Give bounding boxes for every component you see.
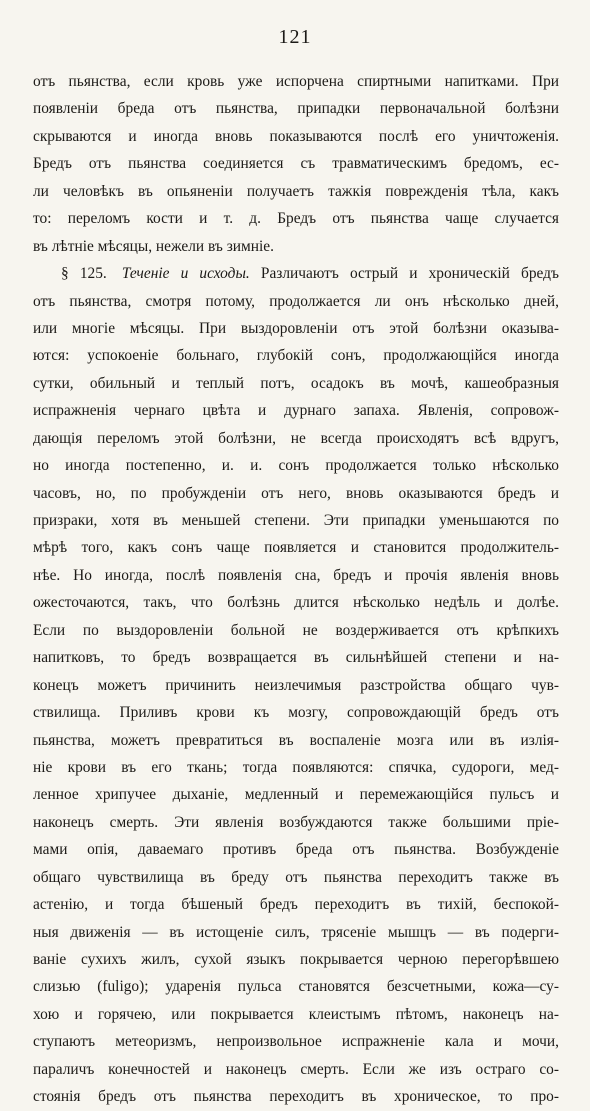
body-text [33,68,559,1111]
text-line: параличъ конечностей и наконецъ смерть. Если же изъ остраго со- [33,1060,559,1078]
text-line: ваніе сухихъ жилъ, сухой языкъ покрывается черною перегорѣвшею [33,951,559,968]
text-line: отъ пьянства, если кровь уже испорчена спиртными напитками. При [33,73,559,90]
text-line: появленіи бреда отъ пьянства, припадки первоначальной болѣзни [33,100,559,118]
text-line: Если по выздоровленіи больной не воздерживается отъ крѣпкихъ [33,621,559,639]
section-number: § 125. [61,265,107,283]
text-line: скрываются и иногда вновь показываются послѣ его уничтоженія. [33,127,559,145]
text-line: ныя движенія — въ истощеніе силъ, трясеніе мышцъ — въ подерги- [33,923,559,941]
text-line: дающія переломъ этой болѣзни, не всегда происходятъ всѣ вдругъ, [33,429,559,447]
text-line: конецъ можетъ причинить неизлечимыя разстройства общаго чув- [33,676,559,694]
section-heading-line [33,260,559,287]
text-line: ли человѣкъ въ опьяненіи получаетъ тажкія поврежденія тѣла, какъ [33,182,559,200]
text-line: испражненія чернаго цвѣта и дурнаго запаха. Явленія, сопровож- [33,402,559,420]
section-first-line-text: Различаютъ острый и хроническій бредъ [260,265,559,283]
text-line: ступаютъ метеоризмъ, непроизвольное испражненіе кала и мочи, [33,1033,559,1051]
text-line: призраки, хотя въ меньшей степени. Эти припадки уменьшаются по [33,512,559,529]
text-line: нѣе. Но иногда, послѣ появленія сна, бредъ и прочія явленія вновь [33,566,559,584]
text-line: ются: успокоеніе больнаго, глубокій сонъ, продолжающійся иногда [33,347,559,365]
text-line: отъ пьянства, смотря потому, продолжается ли онъ нѣсколько дней, [33,292,559,310]
text-line: но иногда постепенно, и. и. сонъ продолжается только нѣсколько [33,457,559,475]
text-line: то: переломъ кости и т. д. Бредъ отъ пьянства чаще случается [33,210,559,228]
text-line: общаго чувствилища въ бреду отъ пьянства переходитъ также въ [33,868,559,886]
section-title: Теченіе и исходы. [121,265,250,283]
paragraph-end-line: въ лѣтніе мѣсяцы, нежели въ зимніе. [33,237,274,255]
text-line: мѣрѣ того, какъ сонъ чаще появляется и становится продолжитель- [33,539,559,557]
text-line: сутки, обильный и теплый потъ, осадокъ въ мочѣ, кашеобразныя [33,374,559,392]
text-line: ствилища. Приливъ крови къ мозгу, сопровождающій бредъ отъ [33,704,559,722]
text-line: Бредъ отъ пьянства соединяется съ травматическимъ бредомъ, ес- [33,155,559,173]
text-line: ніе крови въ его ткань; тогда появляются: спячка, судороги, мед- [33,758,559,776]
page-number: 121 [278,26,312,48]
text-line: часовъ, но, по пробужденіи отъ него, вновь оказываются бредъ и [33,484,559,502]
text-line: пьянства, можетъ превратиться въ воспаленіе мозга или въ излія- [33,731,559,749]
text-line: напитковъ, то бредъ возвращается въ сильнѣйшей степени и на- [33,649,559,667]
text-line: астенію, и тогда бѣшеный бредъ переходитъ въ тихій, беспокой- [33,896,559,914]
text-line: наконецъ смерть. Эти явленія возбуждаются также большими пріе- [33,813,559,831]
text-line: ожесточаются, такъ, что болѣзнь длится нѣсколько недѣль и долѣе. [33,594,559,612]
text-line: стоянія бредъ отъ пьянства переходитъ въ хроническое, то про- [33,1088,559,1106]
text-line: или многіе мѣсяцы. При выздоровленіи отъ этой болѣзни оказыва- [33,319,559,337]
text-line: ленное хрипучее дыханіе, медленный и перемежающійся пульсъ и [33,786,559,804]
text-line: мами опія, даваемаго противъ бреда отъ пьянства. Возбужденіе [33,841,559,859]
text-line: слизью (fuligo); ударенія пульса становятся безсчетными, кожа—су- [33,978,559,996]
text-line: хою и горячею, или покрывается клеистымъ пѣтомъ, наконецъ на- [33,1005,559,1023]
